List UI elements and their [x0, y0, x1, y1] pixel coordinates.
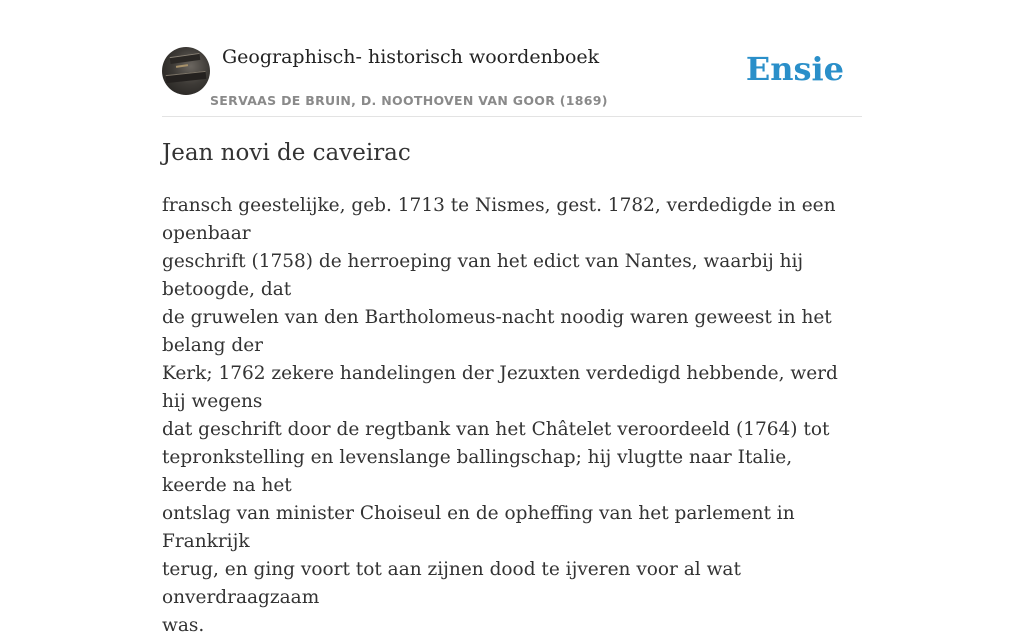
book-title-link[interactable]: Geographisch- historisch woordenboek — [222, 46, 600, 68]
entry-line: tepronkstelling en levenslange ballingschap; hij vlugtte naar Italie, keerde na het — [162, 447, 793, 496]
book-gilding — [176, 64, 188, 68]
entry-title: Jean novi de caveirac — [162, 140, 411, 166]
entry-line: terug, en ging voort tot aan zijnen dood te ijveren voor al wat onverdraagzaam — [162, 559, 741, 608]
book-authors: SERVAAS DE BRUIN, D. NOOTHOVEN VAN GOOR (1869) — [210, 93, 608, 108]
book-header — [162, 46, 862, 117]
entry-line: fransch geestelijke, geb. 1713 te Nismes, gest. 1782, verdedigde in een openbaar — [162, 195, 836, 244]
entry-line: dat geschrift door de regtbank van het Châtelet veroordeeld (1764) tot — [162, 419, 830, 440]
entry-line: geschrift (1758) de herroeping van het edict van Nantes, waarbij hij betoogde, dat — [162, 251, 804, 300]
book-spine — [170, 53, 201, 64]
entry-line: de gruwelen van den Bartholomeus-nacht noodig waren geweest in het belang der — [162, 307, 832, 356]
book-spine — [166, 71, 207, 83]
book-cover-image[interactable] — [162, 47, 210, 95]
entry-line: ontslag van minister Choiseul en de opheffing van het parlement in Frankrijk — [162, 503, 795, 552]
ensie-logo-link[interactable]: Ensie — [745, 50, 844, 88]
entry-body — [162, 192, 862, 640]
entry-line: Kerk; 1762 zekere handelingen der Jezuxten verdedigd hebbende, werd hij wegens — [162, 363, 838, 412]
entry-line: was. — [162, 615, 205, 636]
